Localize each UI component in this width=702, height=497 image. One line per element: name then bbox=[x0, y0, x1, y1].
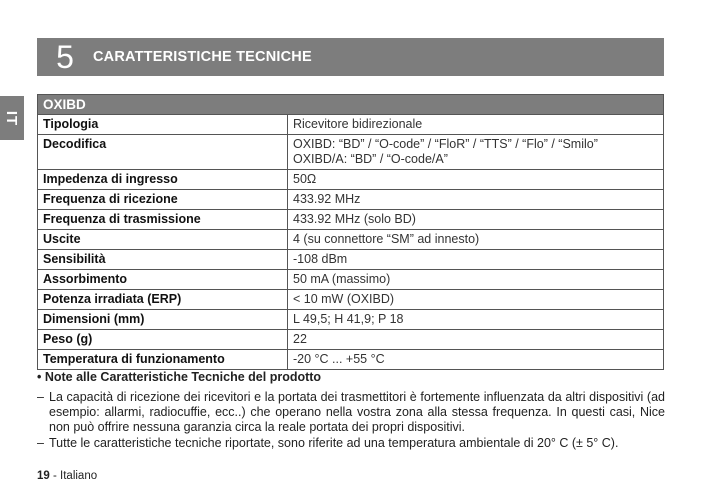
spec-value-line: < 10 mW (OXIBD) bbox=[293, 292, 395, 306]
spec-label: Dimensioni (mm) bbox=[38, 310, 288, 330]
page-footer bbox=[37, 470, 97, 482]
spec-value-line: 50Ω bbox=[293, 172, 317, 186]
spec-label: Uscite bbox=[38, 230, 288, 250]
table-row bbox=[38, 170, 664, 190]
spec-value bbox=[288, 350, 664, 370]
spec-value-line: L 49,5; H 41,9; P 18 bbox=[293, 312, 404, 326]
table-row bbox=[38, 230, 664, 250]
spec-value bbox=[288, 115, 664, 135]
footer-separator: - bbox=[49, 470, 61, 482]
spec-value bbox=[288, 270, 664, 290]
spec-value-line: 433.92 MHz bbox=[293, 192, 361, 206]
spec-value bbox=[288, 190, 664, 210]
note-item bbox=[37, 390, 665, 435]
spec-label: Tipologia bbox=[38, 115, 288, 135]
table-row bbox=[38, 290, 664, 310]
section-number: 5 bbox=[56, 38, 74, 75]
note-text: Tutte le caratteristiche tecniche riportate, sono riferite ad una temperatura ambientale di 20° C (± 5° C). bbox=[49, 436, 619, 450]
table-row bbox=[38, 350, 664, 370]
section-title: CARATTERISTICHE TECNICHE bbox=[93, 49, 312, 65]
table-row bbox=[38, 190, 664, 210]
spec-value-line: OXIBD: “BD” / “O-code” / “FloR” / “TTS” / “Flo” / “Smilo” bbox=[293, 137, 598, 151]
table-row bbox=[38, 270, 664, 290]
spec-value-line: 4 (su connettore “SM” ad innesto) bbox=[293, 232, 480, 246]
spec-value bbox=[288, 290, 664, 310]
spec-value bbox=[288, 230, 664, 250]
note-dash: – bbox=[37, 436, 44, 450]
spec-value-line: 22 bbox=[293, 332, 307, 346]
note-text: La capacità di ricezione dei ricevitori e la portata dei trasmettitori è fortemente influenzata da altri dispositivi (ad esempio: allarmi, radiocuffie, ecc..) che operano nella vostra zona alla stessa frequenza. In questi casi, Nice non può offrire nessuna garanzia circa la reale portata dei propri dispositivi. bbox=[49, 390, 665, 434]
spec-value-line: Ricevitore bidirezionale bbox=[293, 117, 423, 131]
table-row bbox=[38, 210, 664, 230]
spec-value bbox=[288, 135, 664, 170]
language-tab bbox=[0, 96, 24, 140]
table-row bbox=[38, 135, 664, 170]
table-row bbox=[38, 330, 664, 350]
spec-label: Frequenza di trasmissione bbox=[38, 210, 288, 230]
spec-label: Frequenza di ricezione bbox=[38, 190, 288, 210]
spec-label: Peso (g) bbox=[38, 330, 288, 350]
footer-language: Italiano bbox=[60, 470, 98, 482]
spec-value bbox=[288, 170, 664, 190]
spec-value bbox=[288, 210, 664, 230]
spec-value-line: OXIBD/A: “BD” / “O-code/A” bbox=[293, 152, 448, 166]
notes-section bbox=[37, 370, 665, 452]
spec-label: Potenza irradiata (ERP) bbox=[38, 290, 288, 310]
spec-value-line: 50 mA (massimo) bbox=[293, 272, 391, 286]
spec-value bbox=[288, 310, 664, 330]
spec-label: Sensibilità bbox=[38, 250, 288, 270]
spec-value bbox=[288, 250, 664, 270]
table-row bbox=[38, 115, 664, 135]
table-header: OXIBD bbox=[38, 95, 664, 115]
spec-value-line: 433.92 MHz (solo BD) bbox=[293, 212, 416, 226]
notes-title: • Note alle Caratteristiche Tecniche del prodotto bbox=[37, 370, 322, 384]
table-row bbox=[38, 310, 664, 330]
spec-label: Temperatura di funzionamento bbox=[38, 350, 288, 370]
note-item bbox=[37, 436, 665, 451]
spec-value-line: -108 dBm bbox=[293, 252, 348, 266]
table-header-row bbox=[38, 95, 664, 115]
spec-table bbox=[37, 94, 664, 370]
spec-label: Assorbimento bbox=[38, 270, 288, 290]
spec-label: Impedenza di ingresso bbox=[38, 170, 288, 190]
table-row bbox=[38, 250, 664, 270]
spec-value bbox=[288, 330, 664, 350]
note-dash: – bbox=[37, 390, 44, 404]
spec-label: Decodifica bbox=[38, 135, 288, 170]
spec-value-line: -20 °C ... +55 °C bbox=[293, 352, 385, 366]
language-tab-label: IT bbox=[3, 110, 21, 126]
page-number: 19 bbox=[37, 470, 50, 482]
section-header bbox=[37, 38, 664, 76]
